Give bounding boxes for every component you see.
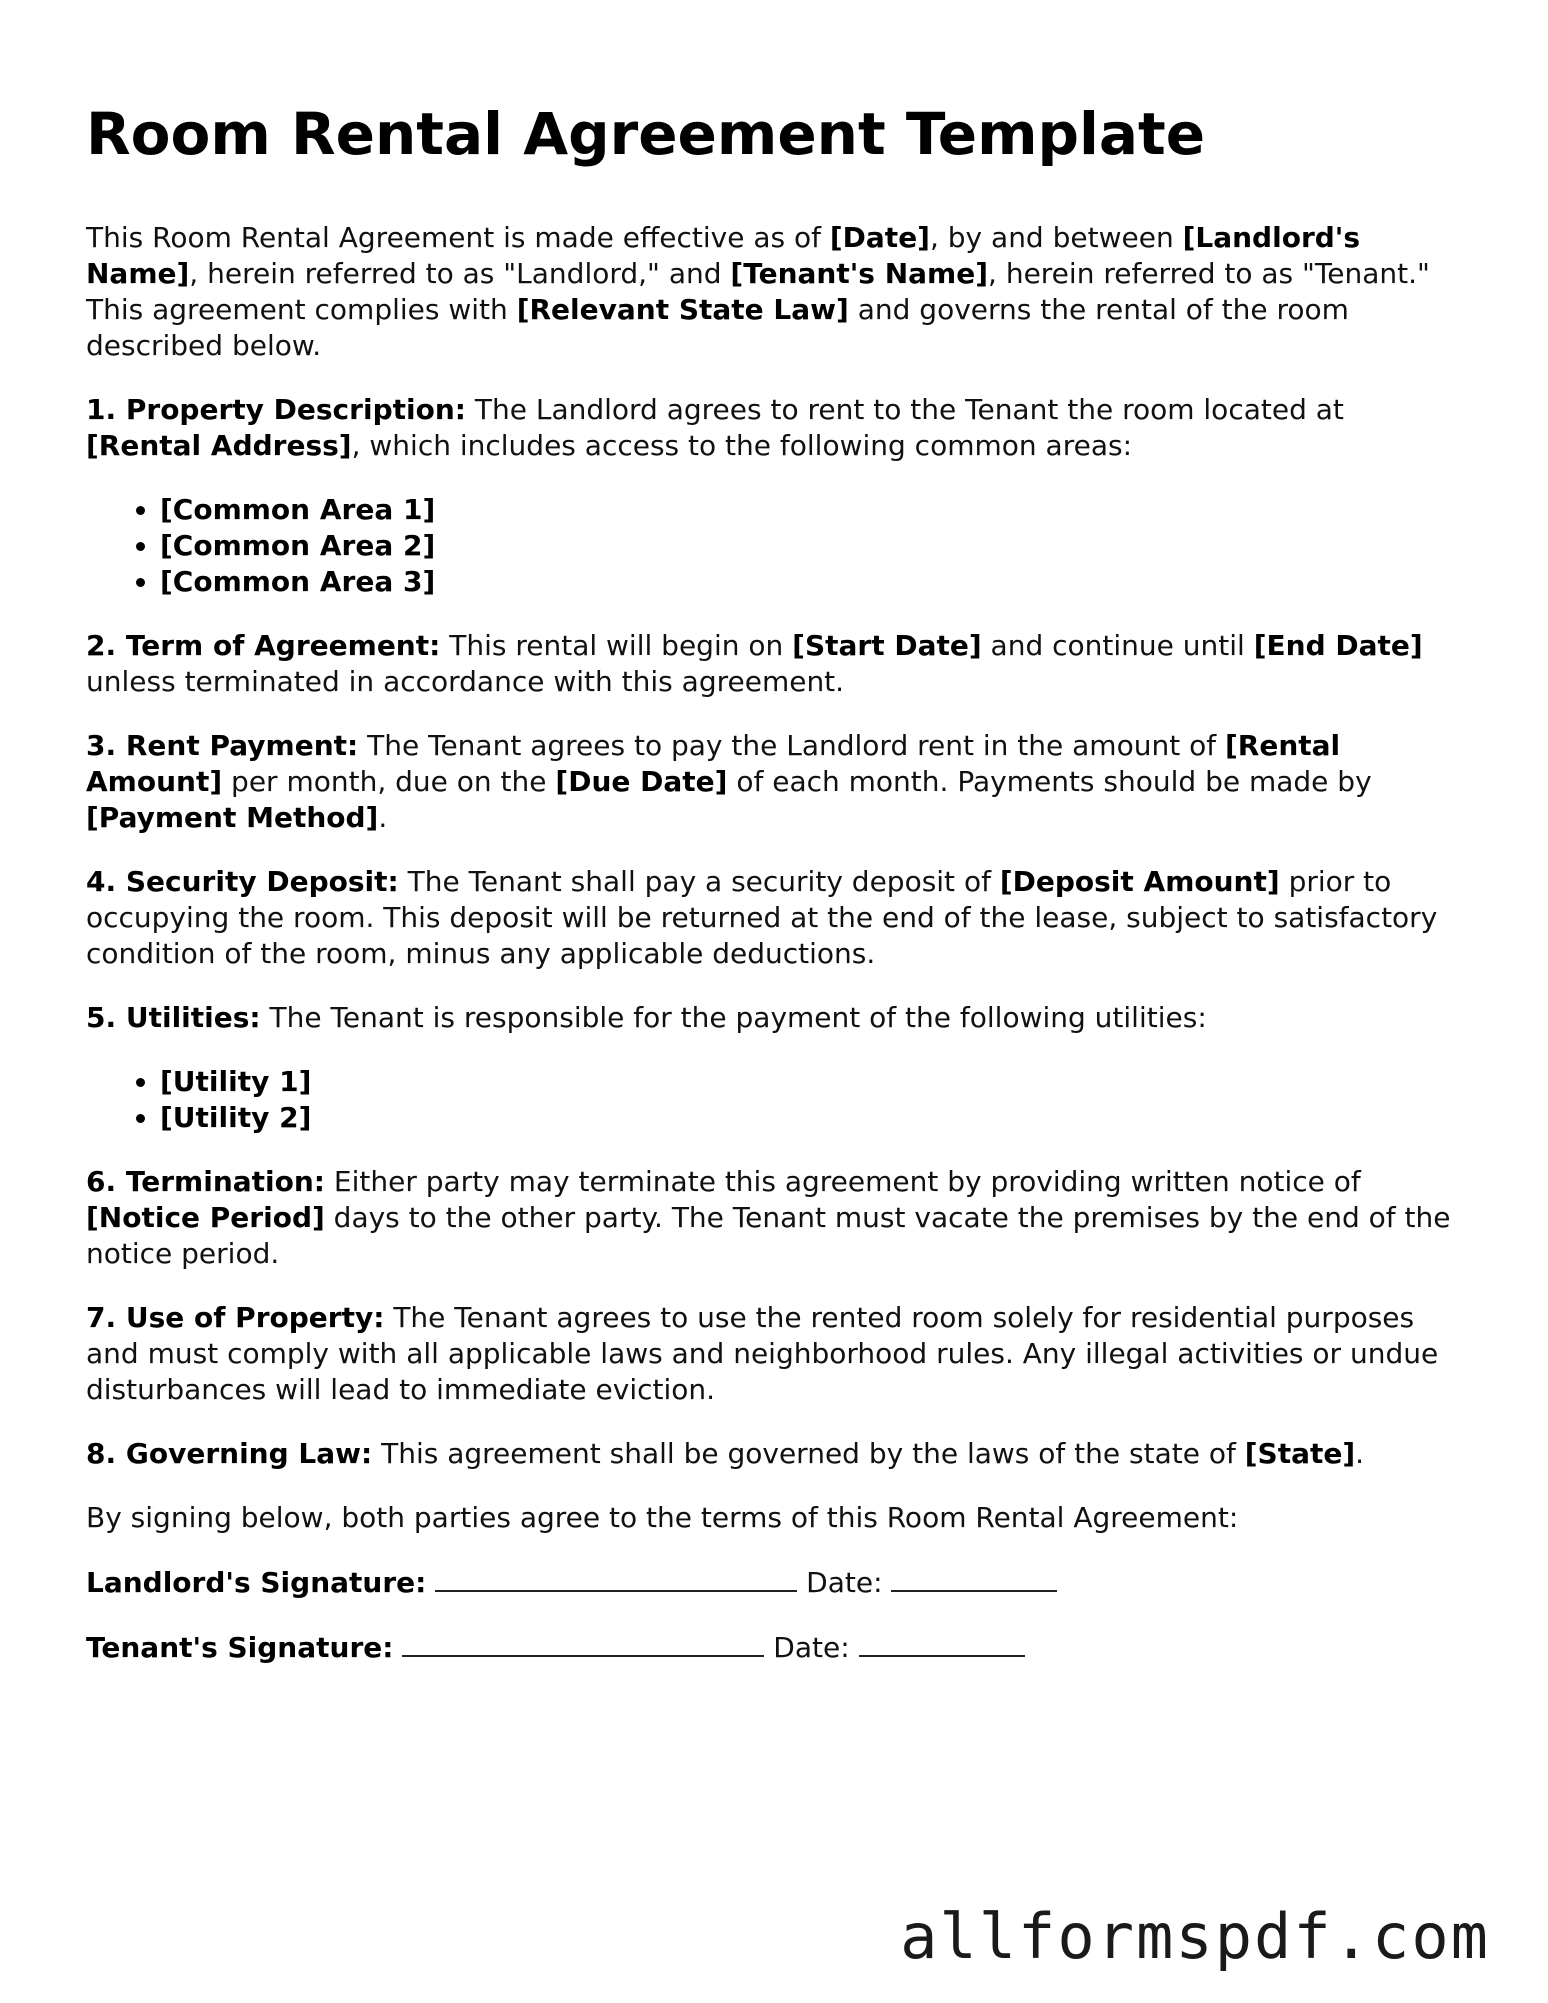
tenant-signature-line xyxy=(86,1629,1466,1666)
placeholder-start-date: [Start Date] xyxy=(792,628,982,662)
placeholder-payment-method: [Payment Method] xyxy=(86,800,379,834)
document-title: Room Rental Agreement Template xyxy=(86,100,1206,168)
placeholder-state-law: [Relevant State Law] xyxy=(516,292,849,326)
tenant-signature-label: Tenant's Signature: xyxy=(86,1630,394,1664)
intro-text: , herein referred to as "Tenant." This agreement complies with xyxy=(86,256,1430,326)
placeholder-rental-amount: [Rental Amount] xyxy=(86,728,1341,798)
section-heading: 4. Security Deposit: xyxy=(86,864,399,898)
landlord-signature-label: Landlord's Signature: xyxy=(86,1565,427,1599)
intro-text: , herein referred to as "Landlord," and xyxy=(189,256,731,290)
date-label: Date: xyxy=(773,1630,850,1664)
section-text: The Tenant agrees to pay the Landlord rent in the amount of xyxy=(358,728,1225,762)
common-areas-list xyxy=(86,492,1466,600)
document-page xyxy=(86,100,1466,1694)
section-text: This agreement shall be governed by the laws of the state of xyxy=(372,1436,1245,1470)
list-item: • [Common Area 3] xyxy=(160,564,1466,600)
section-use-of-property xyxy=(86,1300,1466,1408)
section-text: This rental will begin on xyxy=(440,628,793,662)
section-text: The Tenant agrees to use the rented room solely for residential purposes and must comply with all applicable laws and neighborhood rules. Any illegal activities or undue disturbances will lead to immediate eviction. xyxy=(86,1300,1439,1406)
section-heading: 6. Termination: xyxy=(86,1164,325,1198)
section-text: . xyxy=(378,800,388,834)
landlord-signature-line xyxy=(86,1564,1466,1601)
landlord-date-field[interactable] xyxy=(891,1564,1057,1592)
section-heading: 5. Utilities: xyxy=(86,1000,261,1034)
section-text: unless terminated in accordance with this agreement. xyxy=(86,664,845,698)
intro-text: and governs the rental of the room described below. xyxy=(86,292,1349,362)
section-text: The Landlord agrees to rent to the Tenant the room located at xyxy=(465,392,1344,426)
site-watermark: allformspdf.com xyxy=(900,1900,1490,1973)
section-term xyxy=(86,628,1466,700)
placeholder-end-date: [End Date] xyxy=(1253,628,1423,662)
intro-text: , by and between xyxy=(929,220,1183,254)
section-text: per month, due on the xyxy=(222,764,556,798)
section-heading: 1. Property Description: xyxy=(86,392,466,426)
section-heading: 2. Term of Agreement: xyxy=(86,628,441,662)
section-text: days to the other party. The Tenant must vacate the premises by the end of the notice period. xyxy=(86,1200,1451,1270)
section-property-description xyxy=(86,392,1466,464)
section-rent-payment xyxy=(86,728,1466,836)
list-item: • [Utility 1] xyxy=(160,1064,1466,1100)
section-heading: 3. Rent Payment: xyxy=(86,728,359,762)
section-text: The Tenant is responsible for the payment of the following utilities: xyxy=(260,1000,1207,1034)
section-security-deposit xyxy=(86,864,1466,972)
placeholder-due-date: [Due Date] xyxy=(555,764,728,798)
section-governing-law xyxy=(86,1436,1466,1472)
tenant-signature-field[interactable] xyxy=(402,1629,764,1657)
closing-statement: By signing below, both parties agree to the terms of this Room Rental Agreement: xyxy=(86,1500,1239,1534)
placeholder-deposit-amount: [Deposit Amount] xyxy=(999,864,1280,898)
section-utilities xyxy=(86,1000,1466,1036)
section-text: The Tenant shall pay a security deposit of xyxy=(398,864,1000,898)
section-heading: 7. Use of Property: xyxy=(86,1300,385,1334)
placeholder-rental-address: [Rental Address] xyxy=(86,428,352,462)
section-text: and continue until xyxy=(981,628,1254,662)
list-item: • [Common Area 1] xyxy=(160,492,1466,528)
placeholder-date: [Date] xyxy=(829,220,930,254)
utilities-list xyxy=(86,1064,1466,1136)
intro-paragraph xyxy=(86,220,1466,364)
section-text: prior to occupying the room. This deposit will be returned at the end of the lease, subject to satisfactory condition of the room, minus any applicable deductions. xyxy=(86,864,1438,970)
list-item: • [Common Area 2] xyxy=(160,528,1466,564)
intro-text: This Room Rental Agreement is made effective as of xyxy=(86,220,830,254)
date-label: Date: xyxy=(806,1565,883,1599)
section-heading: 8. Governing Law: xyxy=(86,1436,373,1470)
placeholder-state: [State] xyxy=(1244,1436,1356,1470)
section-text: Either party may terminate this agreement by providing written notice of xyxy=(325,1164,1361,1198)
section-text: , which includes access to the following common areas: xyxy=(351,428,1132,462)
section-text: . xyxy=(1355,1436,1365,1470)
section-termination xyxy=(86,1164,1466,1272)
placeholder-landlord-name: [Landlord's Name] xyxy=(86,220,1361,290)
landlord-signature-field[interactable] xyxy=(435,1564,797,1592)
section-text: of each month. Payments should be made by xyxy=(727,764,1372,798)
tenant-date-field[interactable] xyxy=(859,1629,1025,1657)
list-item: • [Utility 2] xyxy=(160,1100,1466,1136)
placeholder-notice-period: [Notice Period] xyxy=(86,1200,325,1234)
placeholder-tenant-name: [Tenant's Name] xyxy=(730,256,989,290)
